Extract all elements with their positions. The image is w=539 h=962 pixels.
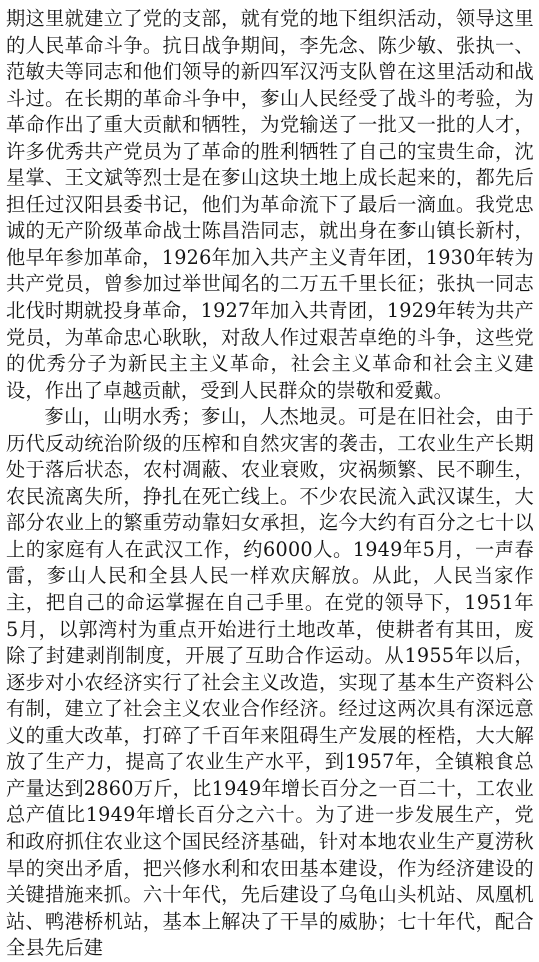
paragraph-continued: 期这里就建立了党的支部，就有党的地下组织活动，领导这里的人民革命斗争。抗日战争期间，李先念、陈少敏、张执一、范敏夫等同志和他们领导的新四军汉沔支队曾在这里活动和战斗过。在长期的革命斗争中，奓山人民经受了战斗的考验，为革命作出了重大贡献和牺牲，为党输送了一批又一批的人才，许多优秀共产党员为了革命的胜利牺牲了自己的宝贵生命，沈星掌、王文斌等烈士是在奓山这块土地上成长起来的，都先后担任过汉阳县委书记，他们为革命流下了最后一滴血。我党忠诚的无产阶级革命战士陈昌浩同志，就出身在奓山镇长新村，他早年参加革命，1926年加入共产主义青年团，1930年转为共产党员，曾参加过举世闻名的二万五千里长征；张执一同志北伐时期就投身革命，1927年加入共青团，1929年转为共产党员，为革命忠心耿耿，对敌人作过艰苦卓绝的斗争，这些党的优秀分子为新民主主义革命，社会主义革命和社会主义建设，作出了卓越贡献，受到人民群众的崇敬和爱戴。 [6, 7, 534, 402]
document-page [6, 6, 534, 960]
paragraph-zhashan: 奓山，山明水秀；奓山，人杰地灵。可是在旧社会，由于历代反动统治阶级的压榨和自然灾害的袭击，工农业生产长期处于落后状态，农村凋蔽、农业衰败，灾祸频繁、民不聊生，农民流离失所，挣扎在死亡线上。不少农民流入武汉谋生，大部分农业上的繁重劳动靠妇女承担，迄今大约有百分之七十以上的家庭有人在武汉工作，约6000人。1949年5月，一声春雷，奓山人民和全县人民一样欢庆解放。从此，人民当家作主，把自己的命运掌握在自己手里。在党的领导下，1951年5月，以郭湾村为重点开始进行土地改革，使耕者有其田，废除了封建剥削制度，开展了互助合作运动。从1955年以后，逐步对小农经济实行了社会主义改造，实现了基本生产资料公有制，建立了社会主义农业合作经济。经过这两次具有深远意义的重大改革，打碎了千百年来阻碍生产发展的桎梏，大大解放了生产力，提高了农业生产水平，到1957年，全镇粮食总产量达到2860万斤，比1949年增长百分之一百二十，工农业总产值比1949年增长百分之六十。为了进一步发展生产，党和政府抓住农业这个国民经济基础，针对本地农业生产夏涝秋旱的突出矛盾，把兴修水利和农田基本建设，作为经济建设的关键措施来抓。六十年代，先后建设了乌龟山头机站、凤凰机站、鸭港桥机站，基本上解决了干旱的威胁；七十年代，配合全县先后建 [6, 405, 534, 960]
